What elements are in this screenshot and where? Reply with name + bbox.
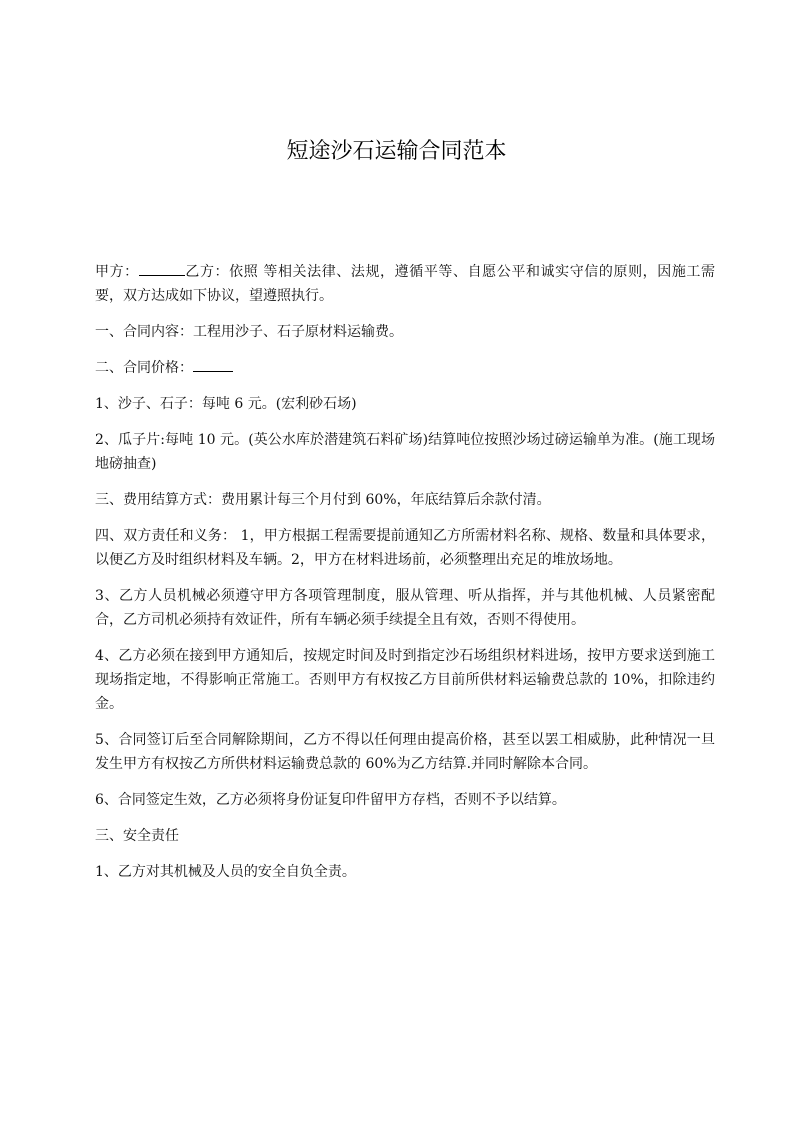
clause-item-6: 6、合同签定生效，乙方必须将身份证复印件留甲方存档，否则不予以结算。 <box>95 792 566 808</box>
safety-item-1: 1、乙方对其机械及人员的安全自负全责。 <box>95 864 356 880</box>
contract-price-label: 二、合同价格： <box>95 360 193 376</box>
section-responsibilities: 四、双方责任和义务： 1，甲方根据工程需要提前通知乙方所需材料名称、规格、数量和具体要求，以便乙方及时组织材料及车辆。2，甲方在材料进场前，必须整理出充足的堆放场地。 <box>95 528 715 568</box>
section-contract-price <box>95 356 715 380</box>
document-title: 短途沙石运输合同范本 <box>286 139 507 164</box>
price-item-sand-stone: 1、沙子、石子：每吨 6 元。(宏利砂石场) <box>95 396 357 412</box>
clause-item-5: 5、合同签订后至合同解除期间，乙方不得以任何理由提高价格，甚至以罢工相威胁，此种情况一旦发生甲方有权按乙方所供材料运输费总款的 60%为乙方结算.并同时解除本合同。 <box>95 732 715 772</box>
party-a-blank <box>139 261 185 276</box>
party-a-label: 甲方： <box>95 264 139 280</box>
document-body <box>95 260 715 896</box>
contract-price-blank <box>193 357 233 372</box>
price-item-gravel: 2、瓜子片:每吨 10 元。(英公水库於潜建筑石料矿场)结算吨位按照沙场过磅运输单为准。(施工现场地磅抽查) <box>95 432 715 472</box>
clause-item-4: 4、乙方必须在接到甲方通知后，按规定时间及时到指定沙石场组织材料进场，按甲方要求送到施工现场指定地，不得影响正常施工。否则甲方有权按乙方目前所供材料运输费总款的 10%，扣除违约金。 <box>95 648 715 712</box>
section-contract-content: 一、合同内容：工程用沙子、石子原材料运输费。 <box>95 324 403 340</box>
section-payment-method: 三、费用结算方式：费用累计每三个月付到 60%，年底结算后余款付清。 <box>95 492 551 508</box>
intro-text: 乙方：依照 等相关法律、法规，遵循平等、自愿公平和诚实守信的原则，因施工需要，双方达成如下协议，望遵照执行。 <box>95 264 716 304</box>
clause-item-3: 3、乙方人员机械必须遵守甲方各项管理制度，服从管理、听从指挥，并与其他机械、人员紧密配合，乙方司机必须持有效证件，所有车辆必须手续提全且有效，否则不得使用。 <box>95 588 715 628</box>
section-safety-heading: 三、安全责任 <box>95 828 179 844</box>
intro-paragraph <box>95 260 715 308</box>
